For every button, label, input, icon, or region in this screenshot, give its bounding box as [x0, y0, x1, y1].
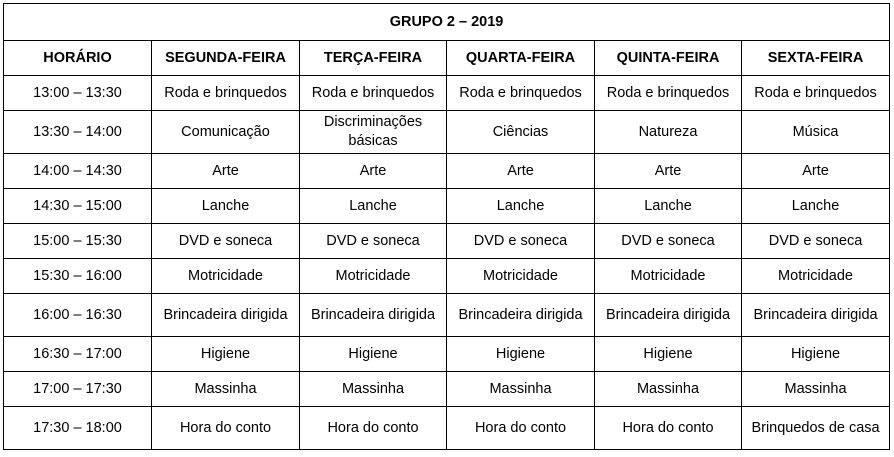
activity-cell: Motricidade — [447, 259, 595, 294]
activity-cell: Higiene — [595, 337, 742, 372]
table-row — [4, 189, 890, 224]
time-cell: 15:30 – 16:00 — [4, 259, 152, 294]
table-row — [4, 407, 890, 450]
schedule-container — [3, 3, 890, 450]
header-segunda: SEGUNDA-FEIRA — [152, 41, 300, 76]
header-terca: TERÇA-FEIRA — [300, 41, 447, 76]
activity-cell: Massinha — [742, 372, 890, 407]
activity-cell: Higiene — [447, 337, 595, 372]
activity-cell: Massinha — [595, 372, 742, 407]
activity-cell: Brincadeira dirigida — [300, 294, 447, 337]
header-row — [4, 41, 890, 76]
activity-cell: Roda e brinquedos — [300, 76, 447, 111]
activity-cell: Massinha — [152, 372, 300, 407]
activity-cell: Arte — [152, 154, 300, 189]
activity-cell: Hora do conto — [300, 407, 447, 450]
time-cell: 14:00 – 14:30 — [4, 154, 152, 189]
activity-cell: Lanche — [447, 189, 595, 224]
time-cell: 16:00 – 16:30 — [4, 294, 152, 337]
time-cell: 13:00 – 13:30 — [4, 76, 152, 111]
header-quinta: QUINTA-FEIRA — [595, 41, 742, 76]
activity-cell: Brincadeira dirigida — [447, 294, 595, 337]
activity-cell: Roda e brinquedos — [152, 76, 300, 111]
activity-cell: Brinquedos de casa — [742, 407, 890, 450]
activity-cell: Higiene — [300, 337, 447, 372]
activity-cell: DVD e soneca — [595, 224, 742, 259]
time-cell: 17:00 – 17:30 — [4, 372, 152, 407]
activity-cell: Música — [742, 111, 890, 154]
activity-cell: Massinha — [447, 372, 595, 407]
activity-cell: Roda e brinquedos — [595, 76, 742, 111]
activity-cell: Natureza — [595, 111, 742, 154]
title-row — [4, 4, 890, 41]
table-row — [4, 337, 890, 372]
activity-cell: Arte — [300, 154, 447, 189]
activity-cell: Brincadeira dirigida — [595, 294, 742, 337]
table-row — [4, 372, 890, 407]
activity-cell: Motricidade — [152, 259, 300, 294]
activity-cell: Ciências — [447, 111, 595, 154]
table-row — [4, 259, 890, 294]
time-cell: 17:30 – 18:00 — [4, 407, 152, 450]
table-row — [4, 111, 890, 154]
table-row — [4, 224, 890, 259]
activity-cell: Massinha — [300, 372, 447, 407]
activity-cell: Motricidade — [595, 259, 742, 294]
table-row — [4, 294, 890, 337]
activity-cell: Hora do conto — [595, 407, 742, 450]
activity-cell: Lanche — [152, 189, 300, 224]
activity-cell: Motricidade — [300, 259, 447, 294]
activity-cell: Higiene — [742, 337, 890, 372]
activity-cell: Lanche — [300, 189, 447, 224]
activity-cell: DVD e soneca — [300, 224, 447, 259]
activity-cell: Hora do conto — [447, 407, 595, 450]
time-cell: 13:30 – 14:00 — [4, 111, 152, 154]
activity-cell: Brincadeira dirigida — [742, 294, 890, 337]
activity-cell: Brincadeira dirigida — [152, 294, 300, 337]
activity-cell: DVD e soneca — [447, 224, 595, 259]
activity-cell: Roda e brinquedos — [447, 76, 595, 111]
header-horario: HORÁRIO — [4, 41, 152, 76]
activity-cell: Discriminações básicas — [300, 111, 447, 154]
schedule-table — [3, 3, 890, 450]
table-title: GRUPO 2 – 2019 — [4, 4, 890, 41]
activity-cell: Arte — [447, 154, 595, 189]
activity-cell: Lanche — [595, 189, 742, 224]
header-sexta: SEXTA-FEIRA — [742, 41, 890, 76]
activity-cell: Arte — [595, 154, 742, 189]
table-row — [4, 154, 890, 189]
table-row — [4, 76, 890, 111]
activity-cell: Arte — [742, 154, 890, 189]
activity-cell: Motricidade — [742, 259, 890, 294]
activity-cell: Hora do conto — [152, 407, 300, 450]
activity-cell: Higiene — [152, 337, 300, 372]
time-cell: 15:00 – 15:30 — [4, 224, 152, 259]
time-cell: 14:30 – 15:00 — [4, 189, 152, 224]
activity-cell: Roda e brinquedos — [742, 76, 890, 111]
activity-cell: Comunicação — [152, 111, 300, 154]
header-quarta: QUARTA-FEIRA — [447, 41, 595, 76]
activity-cell: DVD e soneca — [152, 224, 300, 259]
activity-cell: Lanche — [742, 189, 890, 224]
time-cell: 16:30 – 17:00 — [4, 337, 152, 372]
activity-cell: DVD e soneca — [742, 224, 890, 259]
